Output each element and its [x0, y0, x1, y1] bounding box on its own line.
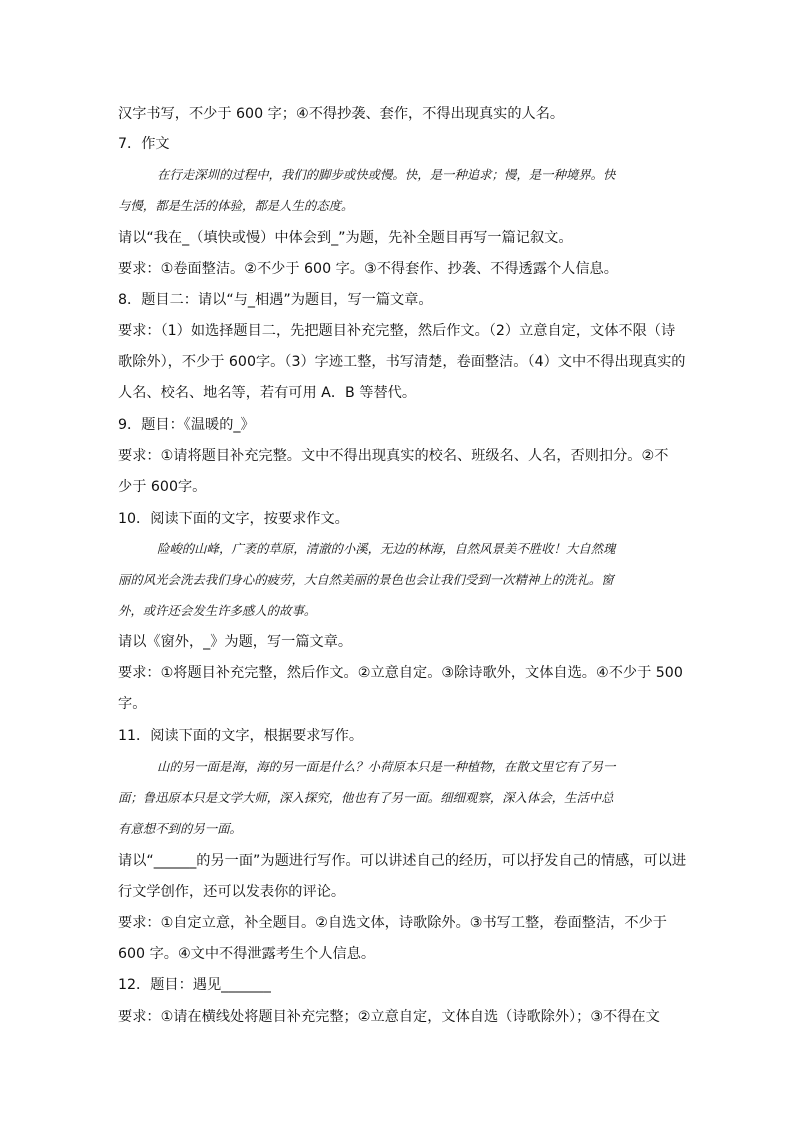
- text-line: 人名、校名、地名等，若有可用 A．B 等替代。: [118, 385, 417, 401]
- prompt-passage-line: 外，或许还会发生许多感人的故事。: [118, 603, 317, 618]
- requirements-line: 要求：①自定立意，补全题目。②自选文体，诗歌除外。③书写工整，卷面整洁，不少于: [118, 915, 667, 931]
- text-line: 行文学创作，还可以发表你的评论。: [118, 884, 346, 900]
- question-heading: 10．阅读下面的文字，按要求作文。: [118, 511, 349, 527]
- text-line: 600 字。④文中不得泄露考生个人信息。: [118, 946, 376, 962]
- prompt-passage-line: 在行走深圳的过程中，我们的脚步或快或慢。快，是一种追求；慢，是一种境界。快: [157, 167, 616, 182]
- text-line: 字。: [118, 696, 147, 712]
- prompt-passage-line: 与慢，都是生活的体验，都是人生的态度。: [118, 198, 354, 213]
- prompt-passage-line: 丽的风光会洗去我们身心的疲劳，大自然美丽的景色也会让我们受到一次精神上的洗礼。窗: [118, 572, 614, 587]
- question-heading: 12．题目：遇见_______: [118, 977, 271, 993]
- text-line: 歌除外），不少于 600字。（3）字迹工整，书写清楚，卷面整洁。（4）文中不得出现真实的: [118, 354, 686, 370]
- question-heading: 7．作文: [118, 136, 170, 152]
- requirements-line: 要求：①请在横线处将题目补充完整；②立意自定，文体自选（诗歌除外）；③不得在文: [118, 1009, 660, 1025]
- requirements-line: 要求：①将题目补充完整，然后作文。②立意自定。③除诗歌外，文体自选。④不少于 500: [118, 665, 683, 681]
- text-line: 汉字书写，不少于 600 字；④不得抄袭、套作，不得出现真实的人名。: [118, 106, 565, 122]
- question-heading: 11．阅读下面的文字，根据要求写作。: [118, 728, 364, 744]
- text-line: 少于 600字。: [118, 479, 207, 495]
- text-line: 请以《窗外，_》为题，写一篇文章。: [118, 634, 353, 650]
- requirements-line: 要求：（1）如选择题目二，先把题目补充完整，然后作文。（2）立意自定，文体不限（诗: [118, 323, 676, 339]
- question-heading: 8．题目二：请以“与_相遇”为题目，写一篇文章。: [118, 292, 433, 308]
- prompt-passage-line: 有意想不到的另一面。: [118, 821, 242, 836]
- prompt-passage-line: 山的另一面是海，海的另一面是什么？小荷原本只是一种植物，在散文里它有了另一: [157, 759, 616, 774]
- requirements-line: 要求：①请将题目补充完整。文中不得出现真实的校名、班级名、人名，否则扣分。②不: [118, 448, 669, 464]
- requirements-line: 要求：①卷面整洁。②不少于 600 字。③不得套作、抄袭、不得透露个人信息。: [118, 261, 618, 277]
- text-line: 请以“______的另一面”为题进行写作。可以讲述自己的经历，可以抒发自己的情感，可以进: [118, 853, 687, 869]
- question-heading: 9．题目：《温暖的_》: [118, 417, 255, 433]
- prompt-passage-line: 面；鲁迅原本只是文学大师，深入探究，他也有了另一面。细细观察，深入体会，生活中总: [118, 790, 614, 805]
- prompt-passage-line: 险峻的山峰，广袤的草原，清澈的小溪，无边的林海，自然风景美不胜收！大自然瑰: [157, 541, 616, 556]
- text-line: 请以“我在_（填快或慢）中体会到_”为题，先补全题目再写一篇记叙文。: [118, 230, 573, 246]
